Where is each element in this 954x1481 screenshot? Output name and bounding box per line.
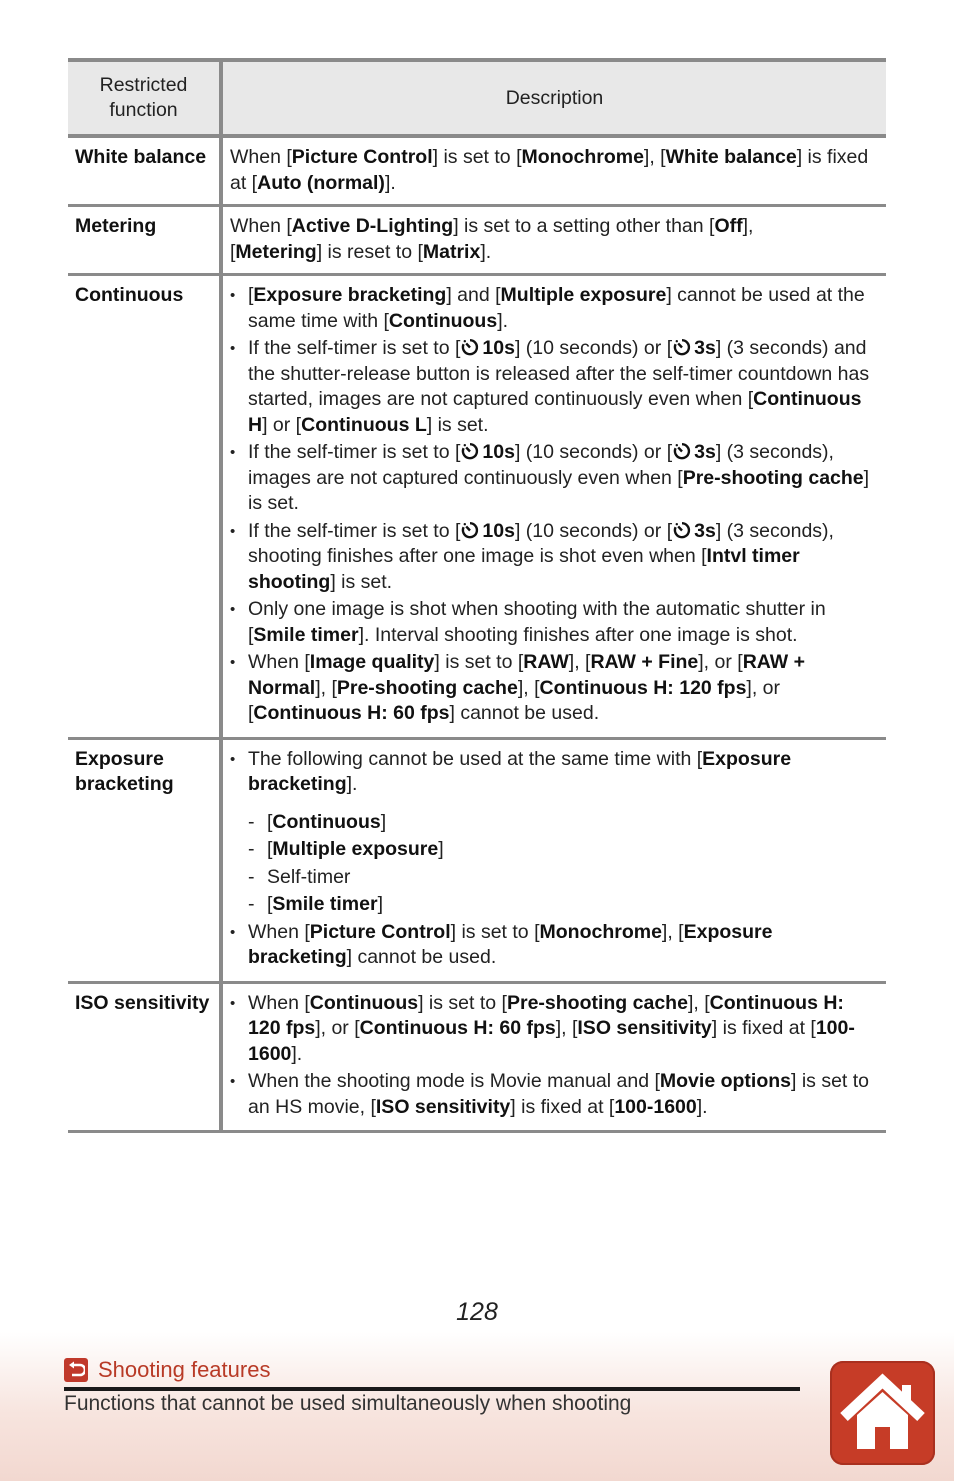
list-item: • If the self-timer is set to [ 10s] (10 seconds) or [ 3s] (3 seconds), shooting finishes after one image is shot even when [Intvl timer shooting] is set.: [230, 519, 880, 596]
list-item: - Self-timer: [248, 865, 880, 891]
row-description-continuous: [221, 275, 886, 739]
dash-list: [248, 810, 880, 918]
self-timer-icon: [672, 337, 692, 357]
row-description-white-balance: When [Picture Control] is set to [Monochrome], [White balance] is fixed at [Auto (normal)].: [221, 136, 886, 206]
table-header-row: [68, 60, 886, 136]
self-timer-icon: [460, 520, 480, 540]
page-number: 128: [456, 1298, 498, 1326]
table-row: [68, 982, 886, 1132]
row-function-white-balance: White balance: [68, 136, 221, 206]
row-function-continuous: Continuous: [68, 275, 221, 739]
header-restricted-function: Restricted function: [68, 60, 221, 136]
self-timer-icon: [460, 337, 480, 357]
home-icon: [830, 1361, 935, 1465]
list-item: - [Multiple exposure]: [248, 837, 880, 863]
self-timer-icon: [460, 441, 480, 461]
list-item: • The following cannot be used at the same time with [Exposure bracketing]. - [Continuous] - [Multiple exposure] - Self-timer - [Smile timer]: [230, 747, 880, 918]
list-item: - [Continuous]: [248, 810, 880, 836]
footer-divider: [64, 1387, 800, 1391]
table-row: [68, 275, 886, 739]
list-item: • Only one image is shot when shooting with the automatic shutter in [Smile timer]. Interval shooting finishes after one image is shot.: [230, 597, 880, 648]
footer-subtitle: Functions that cannot be used simultaneously when shooting: [64, 1392, 632, 1415]
row-description-iso-sensitivity: [221, 982, 886, 1132]
table-row: [68, 136, 886, 206]
row-function-iso-sensitivity: ISO sensitivity: [68, 982, 221, 1132]
list-item: • If the self-timer is set to [ 10s] (10 seconds) or [ 3s] (3 seconds) and the shutter-release button is released after the self-timer countdown has started, images are not captured continuously even when [Continuous H] or [Continuous L] is set.: [230, 336, 880, 438]
home-button[interactable]: [830, 1361, 935, 1465]
restrictions-table: [68, 58, 886, 1133]
row-description-exposure-bracketing: [221, 738, 886, 982]
row-description-metering: When [Active D-Lighting] is set to a setting other than [Off], [Metering] is reset to [Matrix].: [221, 206, 886, 275]
list-item: - [Smile timer]: [248, 892, 880, 918]
row-function-metering: Metering: [68, 206, 221, 275]
row-function-exposure-bracketing: Exposure bracketing: [68, 738, 221, 982]
list-item: • If the self-timer is set to [ 10s] (10 seconds) or [ 3s] (3 seconds), images are not captured continuously even when [Pre-shooting cache] is set.: [230, 440, 880, 517]
list-item: • [Exposure bracketing] and [Multiple exposure] cannot be used at the same time with [Continuous].: [230, 283, 880, 334]
list-item: • When the shooting mode is Movie manual and [Movie options] is set to an HS movie, [ISO sensitivity] is fixed at [100-1600].: [230, 1069, 880, 1120]
section-label: Shooting features: [98, 1357, 271, 1382]
table-row: [68, 206, 886, 275]
return-arrow-icon: [64, 1358, 88, 1382]
table-row: [68, 738, 886, 982]
header-description: Description: [221, 60, 886, 136]
self-timer-icon: [672, 520, 692, 540]
self-timer-icon: [672, 441, 692, 461]
list-item: • When [Continuous] is set to [Pre-shooting cache], [Continuous H: 120 fps], or [Continuous H: 60 fps], [ISO sensitivity] is fixed at [100-1600].: [230, 991, 880, 1068]
list-item: • When [Picture Control] is set to [Monochrome], [Exposure bracketing] cannot be used.: [230, 920, 880, 971]
section-link-shooting-features[interactable]: [64, 1355, 270, 1385]
list-item: • When [Image quality] is set to [RAW], [RAW + Fine], or [RAW + Normal], [Pre-shooting cache], [Continuous H: 120 fps], or [Continuous H: 60 fps] cannot be used.: [230, 650, 880, 727]
